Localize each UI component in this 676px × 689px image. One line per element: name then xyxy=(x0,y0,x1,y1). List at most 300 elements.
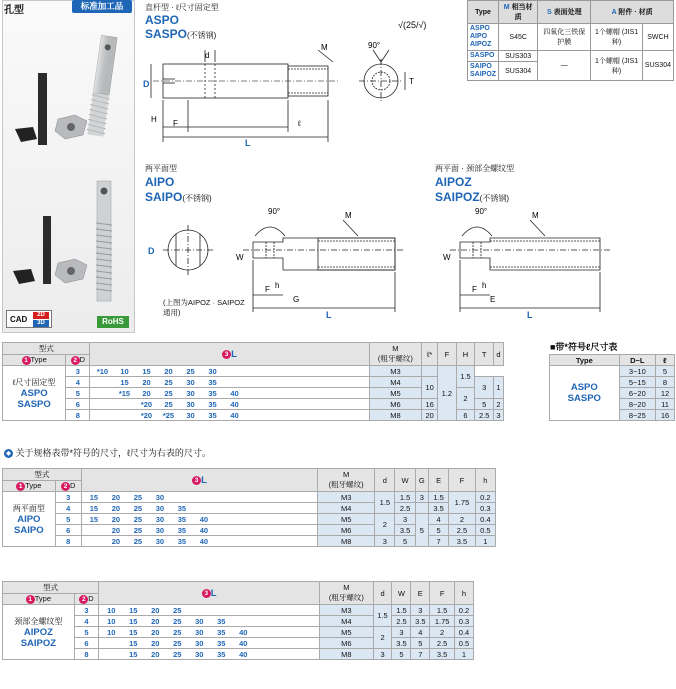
e-cell: 7 xyxy=(411,649,430,660)
l-value: 25 xyxy=(173,649,182,659)
spec-h-accessory-label: 附件 · 材质 xyxy=(618,9,653,16)
f-cell: 1.75 xyxy=(430,616,455,627)
l-value: 40 xyxy=(199,525,209,535)
aipoz-dim-E: E xyxy=(490,295,496,304)
H-cell: 2.5 xyxy=(475,410,494,421)
h-cell: 0.5 xyxy=(455,638,474,649)
d-cell: 1.5 xyxy=(375,492,395,514)
type-code-2: SAIPO xyxy=(14,524,44,536)
e-cell: 7 xyxy=(429,536,449,547)
spec-acc-1: 1个螺帽 (JIS1种) xyxy=(591,24,643,51)
spec-material-3: SUS304 xyxy=(499,62,538,81)
m-cell: M5 xyxy=(369,388,422,399)
e-cell: 3.5 xyxy=(429,503,449,514)
m-cell: M4 xyxy=(369,377,422,388)
h-cell: 0.4 xyxy=(455,627,474,638)
aipoz-dim-M: M xyxy=(532,211,539,220)
h-cell: 0.3 xyxy=(475,503,495,514)
t2-h-D: 2 D xyxy=(55,481,81,492)
l-values xyxy=(90,366,369,377)
l-value: 25 xyxy=(173,605,182,615)
l-value: 30 xyxy=(155,503,165,513)
m-cell: M5 xyxy=(320,627,373,638)
d-cell: 8 xyxy=(74,649,99,660)
l-value: 15 xyxy=(129,649,138,659)
l-value: 25 xyxy=(173,616,182,626)
table-aspo xyxy=(2,342,504,421)
t3-h-type: 1 Type xyxy=(3,594,75,605)
dim-D: D xyxy=(143,79,150,89)
spec-accmat-1: SWCH xyxy=(642,24,673,51)
l-value: 10 xyxy=(107,605,116,615)
l-value: 30 xyxy=(155,492,165,502)
l-value: 20 xyxy=(111,525,121,535)
w-cell: 5 xyxy=(392,649,411,660)
d-cell: 6 xyxy=(74,638,99,649)
t3-h-M: M (粗牙螺纹) xyxy=(320,582,373,605)
cad-3d[interactable]: 3D xyxy=(33,320,49,327)
l-value: 25 xyxy=(173,638,182,648)
l-value: 25 xyxy=(133,492,143,502)
m-cell: M5 xyxy=(318,514,375,525)
l-value: 35 xyxy=(177,503,187,513)
h-cell: 0.3 xyxy=(455,616,474,627)
m-cell: M3 xyxy=(369,366,422,377)
d-cell: 6 xyxy=(66,399,90,410)
table-row xyxy=(3,399,504,410)
t2-h-W: W xyxy=(395,469,415,492)
l-value: 30 xyxy=(186,377,195,387)
h-cell: 1 xyxy=(455,649,474,660)
size-note: ◆ 关于规格表带*符号的尺寸，ℓ尺寸为右表的尺寸。 xyxy=(6,448,211,458)
cad-2d[interactable]: 2D xyxy=(33,312,49,319)
side-type-2: SASPO xyxy=(567,393,601,404)
l-value: 30 xyxy=(155,514,165,524)
side-l: 16 xyxy=(656,410,675,421)
aipo-dim-M: M xyxy=(345,211,352,220)
l-value: *20 xyxy=(140,399,153,409)
cad-label: CAD xyxy=(10,315,28,324)
l-value: 20 xyxy=(151,616,160,626)
surface-roughness: √(25/√) xyxy=(398,20,427,30)
t3-body xyxy=(3,605,474,660)
w-cell: 3.5 xyxy=(395,525,415,536)
t1-h-model: 型式 xyxy=(3,343,90,355)
g-cell: 5 xyxy=(415,514,428,547)
spec-type-3: SAIPO SAIPOZ xyxy=(468,62,499,81)
F-cell: 5 xyxy=(475,399,494,410)
l-value: 40 xyxy=(230,410,239,420)
spec-h-surface xyxy=(538,1,591,24)
d-cell: 5 xyxy=(66,388,90,399)
table-aipo xyxy=(2,468,496,547)
t1-h-L: 3 L xyxy=(90,343,369,366)
dim-F: F xyxy=(173,119,178,128)
spec-h-type: Type xyxy=(468,1,499,24)
l-value: 40 xyxy=(239,627,248,637)
w-cell: 3.5 xyxy=(392,638,411,649)
l-value: 30 xyxy=(208,366,217,376)
aipo-dim-W: W xyxy=(236,253,244,262)
d-cell: 3 xyxy=(494,410,504,421)
aipoz-drawing xyxy=(430,200,670,320)
l-value: 25 xyxy=(164,399,173,409)
t3-h-d: d xyxy=(373,582,392,605)
l-cell: 16 xyxy=(422,399,438,410)
d-cell: 3 xyxy=(373,649,392,660)
side-type-1: ASPO xyxy=(570,382,598,393)
aipoz-subtitle: 两平面 · 颈部全螺纹型 xyxy=(435,164,515,173)
material-icon: M xyxy=(503,4,510,11)
T-cell: 1.2 xyxy=(438,366,457,421)
l-value: 40 xyxy=(199,536,209,546)
f-cell: 3.5 xyxy=(449,536,475,547)
size-note-text: 关于规格表带*符号的尺寸，ℓ尺寸为右表的尺寸。 xyxy=(15,448,211,458)
l-values xyxy=(99,616,320,627)
e-cell: 5 xyxy=(411,638,430,649)
type-code-1: ASPO xyxy=(20,387,48,399)
l-value: 30 xyxy=(195,638,204,648)
t1-h-l: ℓ* xyxy=(422,343,438,366)
h-cell: 0.2 xyxy=(455,605,474,616)
side-row xyxy=(550,366,675,377)
saipo-heading: SAIPO(不锈钢) xyxy=(145,190,212,204)
table-row xyxy=(3,492,496,503)
l-value: 25 xyxy=(133,525,143,535)
l-value: 20 xyxy=(111,514,121,524)
d-cell: 1.5 xyxy=(456,366,475,388)
l-value: 15 xyxy=(89,514,99,524)
d-cell: 3 xyxy=(55,492,81,503)
l-value: 25 xyxy=(133,536,143,546)
l-value: 20 xyxy=(151,649,160,659)
roughness-value: 25 xyxy=(405,20,416,30)
aipoz-dim-F: F xyxy=(472,285,477,294)
aipo-note: (上图为AIPOZ · SAIPOZ通用) xyxy=(163,298,245,317)
dim-M: M xyxy=(321,43,328,52)
aipo-angle: 90° xyxy=(268,207,281,216)
t3-h-L: 3 L xyxy=(99,582,320,605)
e-cell: 3 xyxy=(411,605,430,616)
l-value: 15 xyxy=(129,627,138,637)
type-cell xyxy=(3,366,66,421)
spec-material-1: S45C xyxy=(499,24,538,51)
F-cell: 3 xyxy=(475,377,494,399)
l-values xyxy=(99,638,320,649)
side-h-type: Type xyxy=(550,355,620,366)
l-values xyxy=(90,388,369,399)
spec-type-2: SASPO xyxy=(468,51,499,62)
t3-h-model: 型式 xyxy=(3,582,99,594)
d-cell: 8 xyxy=(55,536,81,547)
spec-h-accessory xyxy=(591,1,674,24)
t2-h-E: E xyxy=(429,469,449,492)
accessory-icon: A xyxy=(611,9,617,16)
l-value: 20 xyxy=(151,627,160,637)
aipo-dim-h: h xyxy=(275,281,280,290)
dim-d: d xyxy=(205,51,210,60)
l-value: 35 xyxy=(208,377,217,387)
t1-h-T: T xyxy=(475,343,494,366)
t1-h-D: 2 D xyxy=(66,355,90,366)
d-cell: 5 xyxy=(55,514,81,525)
m-cell: M3 xyxy=(318,492,375,503)
l-value: 35 xyxy=(217,616,226,626)
t2-h-G: G xyxy=(415,469,428,492)
l-values xyxy=(99,627,320,638)
t3-h-W: W xyxy=(392,582,411,605)
l-value: 15 xyxy=(129,616,138,626)
w-cell: 1.5 xyxy=(392,605,411,616)
l-values xyxy=(81,525,317,536)
table-row xyxy=(3,366,504,377)
m-cell: M4 xyxy=(318,503,375,514)
aipo-dim-F: F xyxy=(265,285,270,294)
l-value: 10 xyxy=(107,627,116,637)
side-dl: 5−15 xyxy=(619,377,655,388)
l-value: 15 xyxy=(129,605,138,615)
w-cell: 1.5 xyxy=(395,492,415,503)
type-code-2: SASPO xyxy=(17,398,51,410)
type-code-1: AIPOZ xyxy=(23,626,53,638)
l-cell: 20 xyxy=(422,410,438,421)
l-values xyxy=(81,503,317,514)
e-cell: 1.5 xyxy=(429,492,449,503)
l-value: 35 xyxy=(217,638,226,648)
l-value: 25 xyxy=(186,366,195,376)
l-values xyxy=(99,649,320,660)
l-value: 25 xyxy=(164,377,173,387)
l-value: *15 xyxy=(118,388,131,398)
l-value: 40 xyxy=(239,638,248,648)
l-value: 10 xyxy=(120,366,129,376)
m-cell: M6 xyxy=(320,638,373,649)
l-value: 35 xyxy=(217,627,226,637)
l-value: *20 xyxy=(140,410,153,420)
l-value: 25 xyxy=(133,514,143,524)
table-row xyxy=(3,514,496,525)
l-value: 20 xyxy=(142,377,151,387)
t1-h-d: d xyxy=(494,343,504,366)
spec-type-1: ASPO AIPO AIPOZ xyxy=(468,24,499,51)
type-label: 颈部全螺纹型 xyxy=(14,616,63,626)
aipoz-dim-L: L xyxy=(527,310,533,320)
table-row xyxy=(3,503,496,514)
side-l: 5 xyxy=(656,366,675,377)
d-cell: 4 xyxy=(55,503,81,514)
d-cell: 3 xyxy=(74,605,99,616)
m-cell: M6 xyxy=(369,399,422,410)
t2-h-F: F xyxy=(449,469,475,492)
stainless-note: (不锈钢) xyxy=(187,31,217,40)
e-cell: 3.5 xyxy=(411,616,430,627)
side-l: 8 xyxy=(656,377,675,388)
type-code-1: AIPO xyxy=(17,513,41,525)
type-label: 两平面型 xyxy=(12,503,45,513)
saipo-code: SAIPO xyxy=(145,190,183,204)
surface-icon: S xyxy=(546,9,552,16)
aipo-drawing xyxy=(143,200,433,320)
side-l: 11 xyxy=(656,399,675,410)
m-cell: M6 xyxy=(318,525,375,536)
table-row xyxy=(3,377,504,388)
aipo-dim-L: L xyxy=(326,310,332,320)
side-dl: 6−20 xyxy=(619,388,655,399)
f-cell: 1.5 xyxy=(430,605,455,616)
spec-surface-2: — xyxy=(538,51,591,81)
m-cell: M8 xyxy=(369,410,422,421)
t1-body xyxy=(3,366,504,421)
l-values xyxy=(90,399,369,410)
l-value: 35 xyxy=(177,514,187,524)
t2-h-model: 型式 xyxy=(3,469,82,481)
g-cell: 3 xyxy=(415,492,428,503)
w-cell: 3 xyxy=(395,514,415,525)
l-cell xyxy=(422,366,438,377)
f-cell: 2.5 xyxy=(430,638,455,649)
l-value: 40 xyxy=(230,388,239,398)
rohs-badge: RoHS xyxy=(97,316,129,328)
dim-H: H xyxy=(151,115,157,124)
type-cell xyxy=(3,492,56,547)
l-value: 15 xyxy=(89,492,99,502)
m-cell: M4 xyxy=(320,616,373,627)
l-values xyxy=(81,492,317,503)
d-cell: 2 xyxy=(375,514,395,536)
saipoz-heading: SAIPOZ(不锈钢) xyxy=(435,190,509,204)
w-cell: 3 xyxy=(392,627,411,638)
l-value: 20 xyxy=(151,638,160,648)
side-h-l: ℓ xyxy=(656,355,675,366)
saspo-code: SASPO xyxy=(145,27,188,41)
l-value: 10 xyxy=(107,616,116,626)
standard-badge: 标准加工品 xyxy=(72,0,132,13)
d-cell: 2 xyxy=(456,388,475,410)
l-value: *10 xyxy=(96,366,109,376)
dim-L: L xyxy=(245,138,251,148)
spec-surface-1: 四氧化三铁保护膜 xyxy=(538,24,591,51)
cad-badge[interactable] xyxy=(6,310,52,328)
l-value: 35 xyxy=(208,399,217,409)
e-cell: 5 xyxy=(429,525,449,536)
l-values xyxy=(81,514,317,525)
l-values xyxy=(90,377,369,388)
d-cell: 8 xyxy=(66,410,90,421)
h-cell: 0.5 xyxy=(475,525,495,536)
h-cell: 0.4 xyxy=(475,514,495,525)
l-value: 25 xyxy=(164,388,173,398)
l-value: *25 xyxy=(162,410,175,420)
side-l: 12 xyxy=(656,388,675,399)
aipo-dim-D: D xyxy=(148,246,155,256)
l-value: 30 xyxy=(195,616,204,626)
H-cell: 2 xyxy=(494,399,504,410)
type-cell xyxy=(3,605,75,660)
side-table xyxy=(549,354,675,421)
table-aipoz xyxy=(2,581,474,660)
dim-T: T xyxy=(409,77,414,86)
side-type-cell xyxy=(550,366,620,421)
l-value: 25 xyxy=(133,503,143,513)
l-value: 15 xyxy=(89,503,99,513)
spec-table xyxy=(467,0,674,81)
f-cell: 2 xyxy=(430,627,455,638)
t1-h-M: M (粗牙螺纹) xyxy=(369,343,422,366)
F-cell: 6 xyxy=(456,410,475,421)
dim-l: ℓ xyxy=(298,119,301,128)
l-value: 30 xyxy=(186,410,195,420)
product-photo-panel xyxy=(2,0,135,333)
aspo-subtitle: 直杆型 · ℓ尺寸固定型 xyxy=(145,3,219,12)
aspo-drawing xyxy=(143,42,463,154)
g-cell xyxy=(415,503,428,514)
m-cell: M8 xyxy=(320,649,373,660)
H-cell: 1 xyxy=(494,377,504,399)
d-cell: 4 xyxy=(74,616,99,627)
e-cell: 4 xyxy=(411,627,430,638)
m-cell: M8 xyxy=(318,536,375,547)
d-cell: 5 xyxy=(74,627,99,638)
w-cell: 2.5 xyxy=(395,503,415,514)
t2-h-type: 1 Type xyxy=(3,481,56,492)
d-cell: 2 xyxy=(373,627,392,649)
side-dl: 8−20 xyxy=(619,399,655,410)
l-value: 30 xyxy=(186,399,195,409)
l-value: 20 xyxy=(164,366,173,376)
d-cell: 4 xyxy=(66,377,90,388)
l-value: 20 xyxy=(142,388,151,398)
angle-90: 90° xyxy=(368,42,381,50)
f-cell: 2.5 xyxy=(449,525,475,536)
l-value: 40 xyxy=(239,649,248,659)
hole-type-label: 孔型 xyxy=(4,5,24,16)
t1-h-H: H xyxy=(456,343,475,366)
l-value: 30 xyxy=(186,388,195,398)
l-value: 20 xyxy=(151,605,160,615)
l-value: 15 xyxy=(129,638,138,648)
spec-material-2: SUS303 xyxy=(499,51,538,62)
l-value: 35 xyxy=(217,649,226,659)
d-cell: 1.5 xyxy=(373,605,392,627)
t1-h-F: F xyxy=(438,343,457,366)
aipoz-dim-h: h xyxy=(482,281,487,290)
saipoz-code: SAIPOZ xyxy=(435,190,480,204)
t3-h-E: E xyxy=(411,582,430,605)
t2-h-M: M (粗牙螺纹) xyxy=(318,469,375,492)
l-value: 15 xyxy=(142,366,151,376)
l-value: 40 xyxy=(230,399,239,409)
table-row xyxy=(3,605,474,616)
e-cell: 4 xyxy=(429,514,449,525)
l-value: 25 xyxy=(173,627,182,637)
l-value: 20 xyxy=(111,536,121,546)
t2-body xyxy=(3,492,496,547)
aipoz-dim-W: W xyxy=(443,253,451,262)
d-cell: 3 xyxy=(375,536,395,547)
l-value: 15 xyxy=(120,377,129,387)
product-photo xyxy=(3,1,134,332)
spec-h-material-label: 相当材质 xyxy=(511,4,533,21)
type-code-2: SAIPOZ xyxy=(20,637,57,649)
l-value: 35 xyxy=(208,410,217,420)
f-cell: 2 xyxy=(449,514,475,525)
f-cell: 3.5 xyxy=(430,649,455,660)
l-value: 20 xyxy=(111,492,121,502)
l-cell: 10 xyxy=(422,377,438,399)
l-value: 30 xyxy=(155,536,165,546)
side-h-dl: D−L xyxy=(619,355,655,366)
aipo-dim-G: G xyxy=(293,295,300,304)
